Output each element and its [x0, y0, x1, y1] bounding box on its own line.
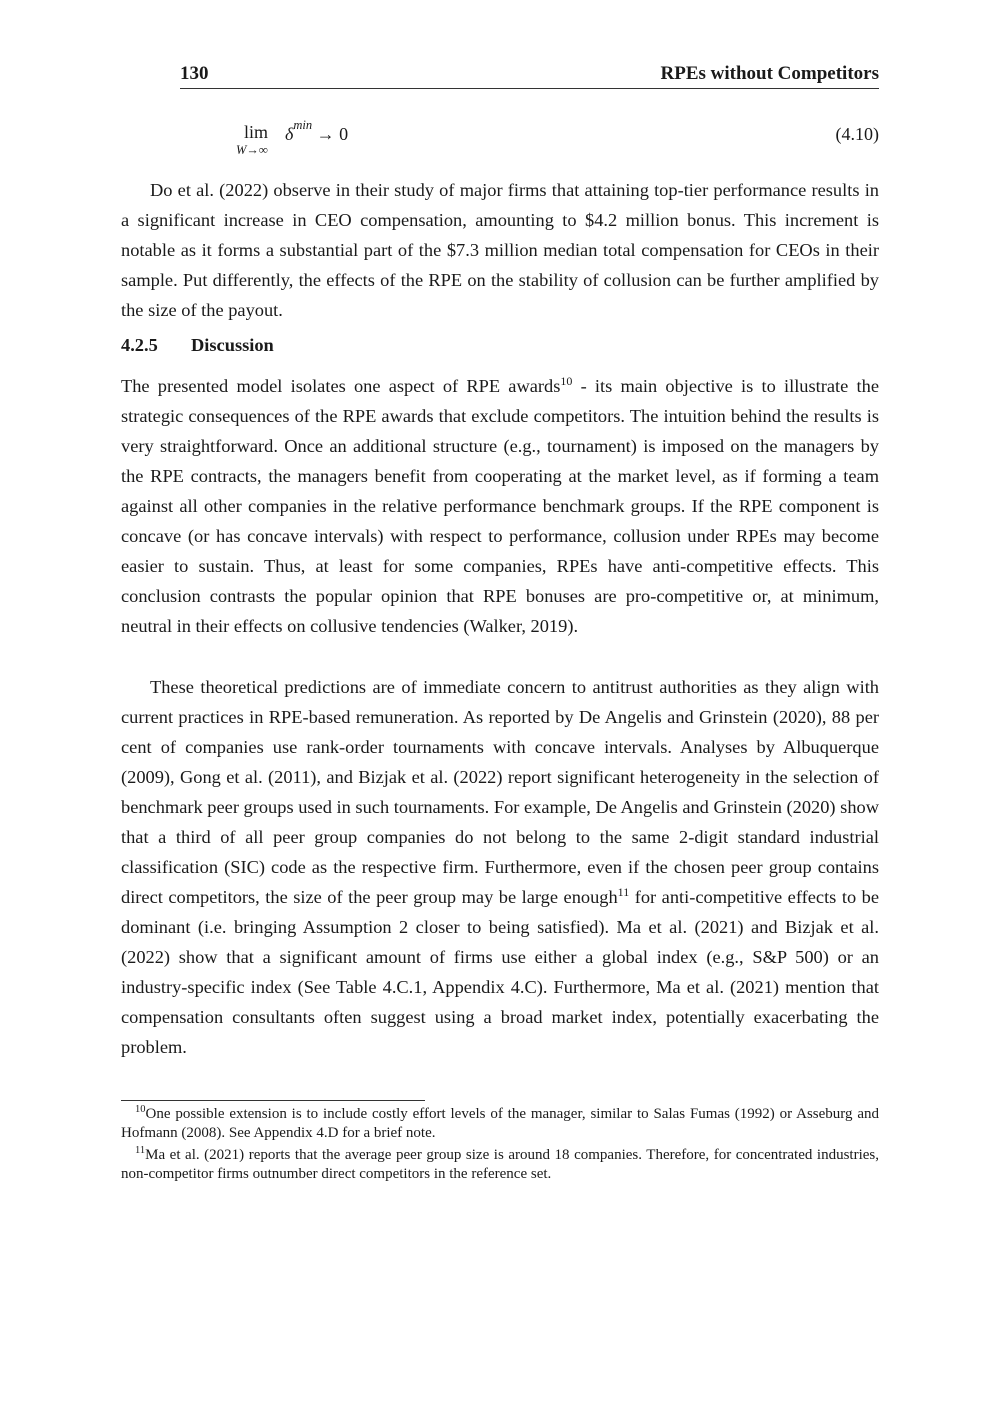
footnote-marker: 10 [135, 1104, 146, 1115]
footnote-marker: 11 [135, 1145, 146, 1156]
equation-symbol: δ [285, 124, 294, 144]
section-heading [121, 335, 274, 356]
equation-operator: lim [244, 122, 269, 142]
paragraph-1: Do et al. (2022) observe in their study of major firms that attaining top-tier performance results in a significant increase in CEO compensation, amounting to $4.2 million bonus. This increment is notable as it forms a substantial part of the $7.3 million median total compensation for CEOs in their sample. Put differently, the effects of the RPE on the stability of collusion can be further amplified by the size of the payout. [121, 180, 879, 320]
section-number: 4.2.5 [121, 335, 158, 355]
equation-4-10 [236, 118, 879, 162]
footnote-ref-10[interactable]: 10 [560, 373, 573, 388]
running-title: RPEs without Competitors [660, 63, 879, 84]
paragraph-2-part-1: The presented model isolates one aspect of RPE awards [121, 376, 561, 396]
paragraph-3-part-2: for anti-competitive effects to be dominant (i.e. bringing Assumption 2 closer to being satisfied). Ma et al. (2021) and Bizjak et al. (2022) show that a significant amount of firms use either a global index (e.g., S&P 500) or an industry-specific index (See Table 4.C.1, Appendix 4.C). Furthermore, Ma et al. (2021) mention that compensation consultants often suggest using a broad market index, potentially exacerbating the problem. [121, 887, 879, 1057]
paragraph-3 [121, 672, 879, 1062]
paragraph-2 [121, 371, 879, 641]
running-header [180, 60, 879, 89]
equation-subscript: W→∞ [236, 143, 268, 157]
equation-number: (4.10) [835, 124, 879, 144]
footnote-11 [121, 1146, 879, 1184]
equation-tail: → 0 [312, 124, 349, 144]
footnote-text: One possible extension is to include costly effort levels of the manager, similar to Salas Fumas (1992) or Asseburg and Hofmann (2008). See Appendix 4.D for a brief note. [121, 1106, 879, 1141]
paragraph-3-part-1: These theoretical predictions are of immediate concern to antitrust authorities as they align with current practices in RPE-based remuneration. As reported by De Angelis and Grinstein (2020), 88 per cent of companies use rank-order tournaments with concave intervals. Analyses by Albuquerque (2009), Gong et al. (2011), and Bizjak et al. (2022) report significant heterogeneity in the selection of benchmark peer groups used in such tournaments. For example, De Angelis and Grinstein (2020) show that a third of all peer group companies do not belong to the same 2-digit standard industrial classification (SIC) code as the respective firm. Furthermore, even if the chosen peer group contains direct competitors, the size of the peer group may be large enough [121, 677, 879, 907]
footnote-ref-11[interactable]: 11 [617, 884, 630, 899]
footnote-text: Ma et al. (2021) reports that the average peer group size is around 18 companies. Therefore, for concentrated industries, non-competitor firms outnumber direct competitors in the reference set. [121, 1147, 879, 1182]
footnote-10 [121, 1105, 879, 1143]
paragraph-2-part-2: - its main objective is to illustrate the strategic consequences of the RPE awards that exclude competitors. The intuition behind the results is very straightforward. Once an additional structure (e.g., tournament) is imposed on the managers by the RPE contracts, the managers benefit from cooperating at the market level, as if forming a team against all other companies in the relative performance benchmark groups. If the RPE component is concave (or has concave intervals) with respect to performance, collusion under RPEs may become easier to sustain. Thus, at least for some companies, RPEs have anti-competitive effects. This conclusion contrasts the popular opinion that RPE bonuses are pro-competitive or, at minimum, neutral in their effects on collusive tendencies (Walker, 2019). [121, 376, 879, 636]
page-number: 130 [180, 63, 209, 84]
section-title: Discussion [191, 335, 274, 355]
equation-superscript: min [293, 118, 313, 132]
footnote-divider [121, 1100, 425, 1101]
equation-expression [285, 118, 349, 145]
